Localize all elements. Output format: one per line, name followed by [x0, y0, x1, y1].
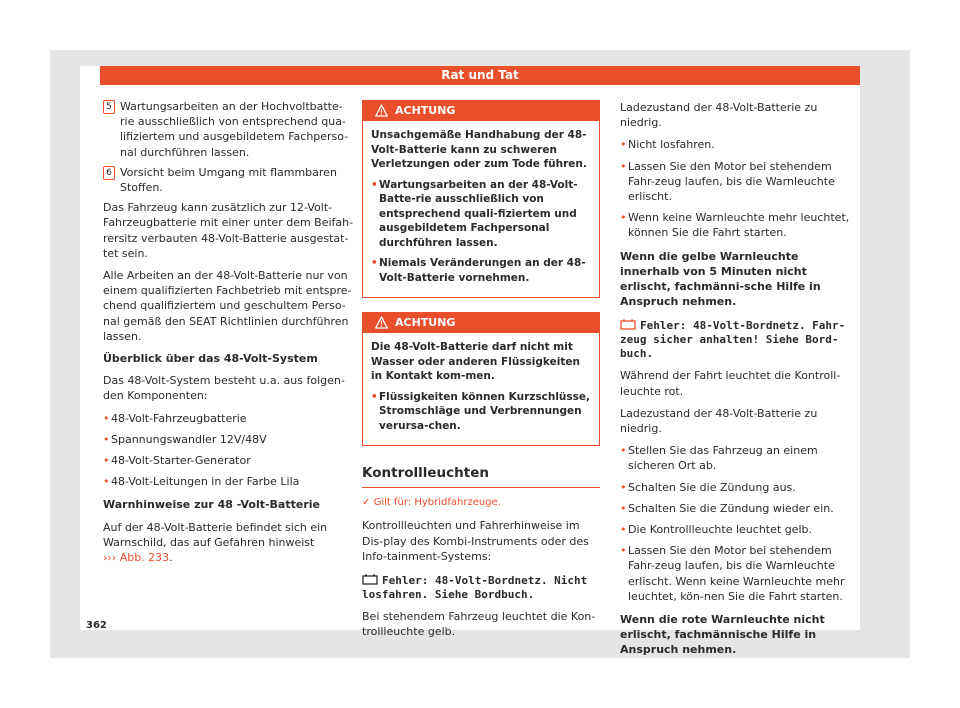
warning-header [363, 101, 599, 121]
list-item: • 48-Volt-Leitungen in der Farbe Lila [103, 474, 355, 489]
warning-message [362, 574, 600, 602]
list-item: • Nicht losfahren. [620, 137, 858, 152]
message-text: Fehler: 48-Volt-Bordnetz. Nicht losfahren. Siehe Bordbuch. [362, 574, 588, 602]
warning-box-2 [362, 312, 600, 446]
warning-message [620, 319, 858, 361]
warning-bullet: • Niemals Veränderungen an der 48-Volt-Batterie vornehmen. [371, 256, 591, 285]
battery-icon [362, 574, 378, 585]
link-arrow: ››› [103, 551, 117, 565]
paragraph-text: Auf der 48-Volt-Batterie befindet sich ein Warnschild, das auf Gefahren hinweist [103, 520, 328, 549]
list-item: • Wenn keine Warnleuchte mehr leuchtet, können Sie die Fahrt starten. [620, 210, 858, 240]
list-item: • Lassen Sie den Motor bei stehendem Fahr-zeug laufen, bis die Warnleuchte erlischt. Wenn keine Warnleuchte mehr leuchtet, kön-nen Sie die Fahrt starten. [620, 543, 858, 604]
warning-intro: Die 48-Volt-Batterie darf nicht mit Wasser oder anderen Flüssigkeiten in Kontakt kom-men. [371, 341, 580, 382]
warning-header [363, 313, 599, 333]
bold-instruction: Wenn die gelbe Warnleuchte innerhalb von 5 Minuten nicht erlischt, fachmänni-sche Hilfe in Anspruch nehmen. [620, 249, 821, 309]
warning-box-1 [362, 100, 600, 298]
warning-title: ACHTUNG [395, 104, 456, 117]
warning-triangle-icon [375, 316, 388, 329]
paragraph: Das Fahrzeug kann zusätzlich zur 12-Volt-Fahrzeugbatterie mit einer unter dem Beifah-rersitz verbauten 48-Volt-Batterie ausgestat-tet sein. [103, 201, 354, 260]
paragraph: Ladezustand der 48-Volt-Batterie zu niedrig. [620, 101, 818, 130]
subheading: Warnhinweise zur 48 -Volt-Batterie [103, 498, 320, 512]
page-number: 362 [86, 620, 107, 631]
warning-bullet: • Flüssigkeiten können Kurzschlüsse, Stromschläge und Verbrennungen verursa-chen. [371, 390, 591, 434]
link-end: . [169, 551, 173, 565]
number-badge: 6 [103, 166, 115, 180]
list-item: • Spannungswandler 12V/48V [103, 432, 355, 447]
list-item: • Lassen Sie den Motor bei stehendem Fahr-zeug laufen, bis die Warnleuchte erlischt. [620, 159, 858, 205]
subheading: Überblick über das 48-Volt-System [103, 352, 318, 366]
list-item: • 48-Volt-Fahrzeugbatterie [103, 411, 355, 426]
paragraph: Das 48-Volt-System besteht u.a. aus folgen-den Komponenten: [103, 374, 345, 403]
column-3 [620, 100, 858, 665]
numbered-item-text: Wartungsarbeiten an der Hochvoltbatte-rie ausschließlich von entsprechend qua-lifiziertem und ausgebildetem Fachperso-nal durchführen lassen. [120, 100, 349, 159]
paragraph: Alle Arbeiten an der 48-Volt-Batterie nur von einem qualifizierten Fachbetrieb mit entspre-chend qualifiziertem und geschultem Perso-nal gemäß den SEAT Richtlinien durchführen lassen. [103, 269, 352, 343]
warning-title: ACHTUNG [395, 316, 456, 329]
column-2 [362, 100, 600, 646]
warning-intro: Unsachgemäße Handhabung der 48-Volt-Batterie kann zu schweren Verletzungen oder zum Tode führen. [371, 129, 587, 170]
battery-icon [620, 319, 636, 330]
numbered-item-5 [103, 99, 355, 160]
warning-body [363, 121, 599, 297]
applies-to [362, 495, 600, 510]
page-header: Rat und Tat [100, 66, 860, 85]
paragraph-with-link [103, 520, 355, 566]
numbered-item-6 [103, 165, 355, 195]
paragraph: Bei stehendem Fahrzeug leuchtet die Kon-trollleuchte gelb. [362, 610, 596, 639]
numbered-item-text: Vorsicht beim Umgang mit flammbaren Stoffen. [120, 165, 337, 195]
paragraph: Ladezustand der 48-Volt-Batterie zu niedrig. [620, 406, 818, 436]
warning-bullet: • Wartungsarbeiten an der 48-Volt-Batte-rie ausschließlich von entsprechend quali-fiziertem und ausgebildetem Fachpersonal durchführen lassen. [371, 178, 591, 251]
figure-link[interactable]: Abb. 233 [119, 551, 170, 565]
check-icon: ✓ [362, 497, 371, 509]
column-1 [103, 99, 355, 572]
list-item: • 48-Volt-Starter-Generator [103, 453, 355, 468]
list-item: • Die Kontrollleuchte leuchtet gelb. [620, 522, 858, 537]
warning-triangle-icon [375, 104, 388, 117]
applies-text: Gilt für: Hybridfahrzeuge. [373, 497, 501, 509]
list-item: • Stellen Sie das Fahrzeug an einem sicheren Ort ab. [620, 443, 858, 473]
section-title: Kontrollleuchten [362, 466, 600, 488]
number-badge: 5 [103, 100, 115, 114]
list-item: • Schalten Sie die Zündung wieder ein. [620, 501, 858, 516]
warning-body [363, 333, 599, 445]
paragraph: Während der Fahrt leuchtet die Kontroll-leuchte rot. [620, 369, 841, 398]
bold-instruction: Wenn die rote Warnleuchte nicht erlischt, fachmännische Hilfe in Anspruch nehmen. [620, 613, 825, 657]
paragraph: Kontrollleuchten und Fahrerhinweise im Dis-play des Kombi-Instruments oder des Info-tainment-Systems: [362, 519, 589, 563]
list-item: • Schalten Sie die Zündung aus. [620, 480, 858, 495]
message-text: Fehler: 48-Volt-Bordnetz. Fahr-zeug sicher anhalten! Siehe Bord-buch. [620, 319, 846, 361]
